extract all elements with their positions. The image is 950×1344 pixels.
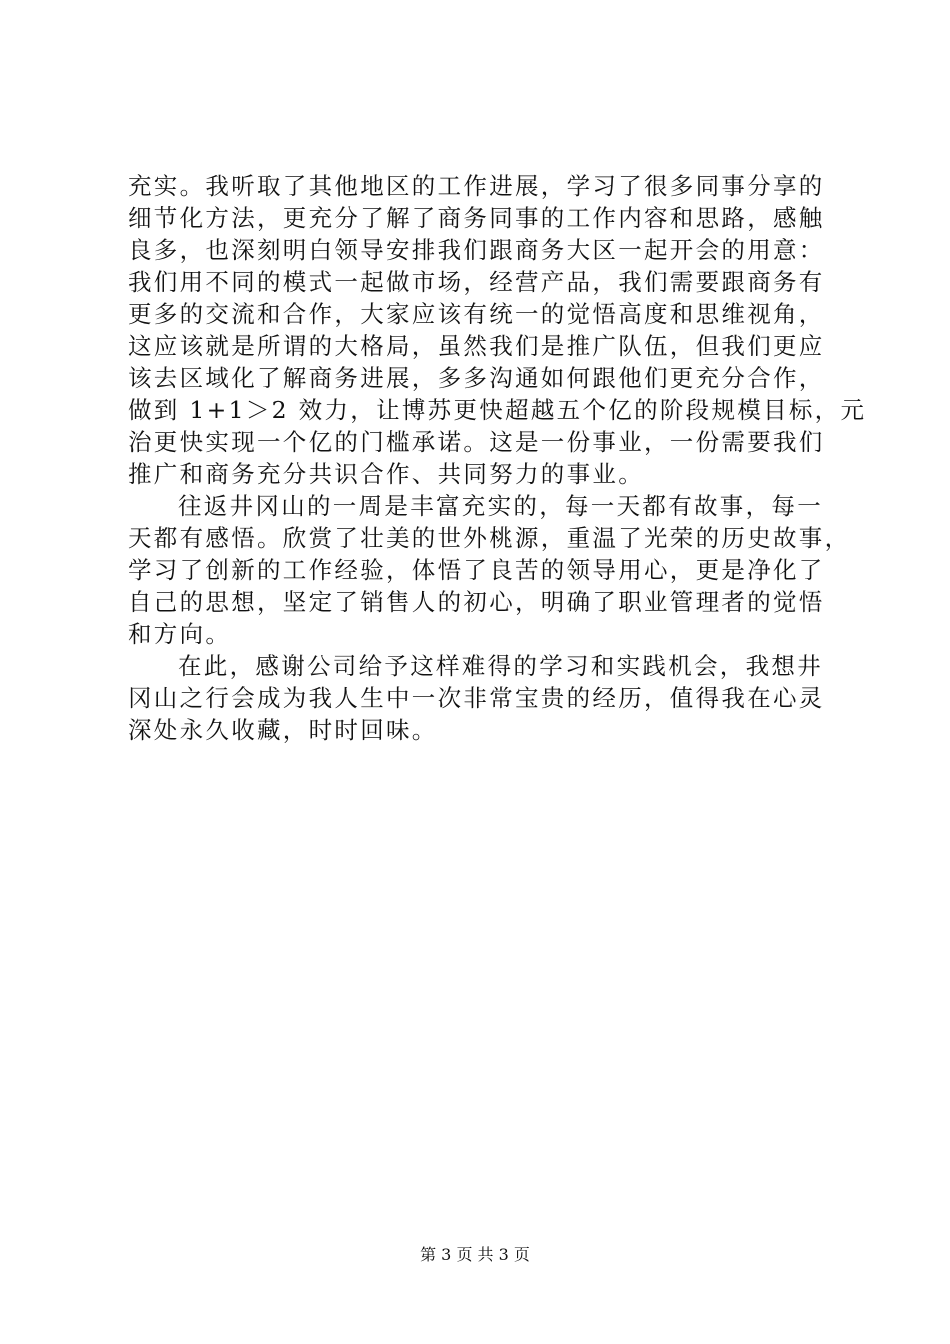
text-line: 和方向。: [128, 620, 232, 648]
text-line: 天都有感悟。欣赏了壮美的世外桃源，重温了光荣的历史故事，: [128, 524, 851, 552]
text-line: 细节化方法，更充分了解了商务同事的工作内容和思路，感触: [128, 204, 825, 232]
text-line: 治更快实现一个亿的门槛承诺。这是一份事业，一份需要我们: [128, 428, 825, 456]
text-line: 充实。我听取了其他地区的工作进展，学习了很多同事分享的: [128, 172, 825, 200]
text-line: 深处永久收藏，时时回味。: [128, 716, 438, 744]
text-line: 推广和商务充分共识合作、共同努力的事业。: [128, 460, 644, 488]
text-line: 做到 1+1＞2 效力，让博苏更快超越五个亿的阶段规模目标，元: [128, 396, 867, 424]
text-line: 在此，感谢公司给予这样难得的学习和实践机会，我想井: [178, 652, 823, 680]
document-body: [128, 170, 867, 746]
text-line: 往返井冈山的一周是丰富充实的，每一天都有故事，每一: [178, 492, 823, 520]
page-footer: 第 3 页 共 3 页: [420, 1245, 530, 1264]
text-line: 我们用不同的模式一起做市场，经营产品，我们需要跟商务有: [128, 268, 825, 296]
text-line: 自己的思想，坚定了销售人的初心，明确了职业管理者的觉悟: [128, 588, 825, 616]
text-line: 学习了创新的工作经验，体悟了良苦的领导用心，更是净化了: [128, 556, 825, 584]
text-line: 更多的交流和合作，大家应该有统一的觉悟高度和思维视角，: [128, 300, 825, 328]
text-line: 这应该就是所谓的大格局，虽然我们是推广队伍，但我们更应: [128, 332, 825, 360]
text-line: 该去区域化了解商务进展，多多沟通如何跟他们更充分合作，: [128, 364, 825, 392]
text-line: 冈山之行会成为我人生中一次非常宝贵的经历，值得我在心灵: [128, 684, 825, 712]
text-line: 良多，也深刻明白领导安排我们跟商务大区一起开会的用意：: [128, 236, 825, 264]
